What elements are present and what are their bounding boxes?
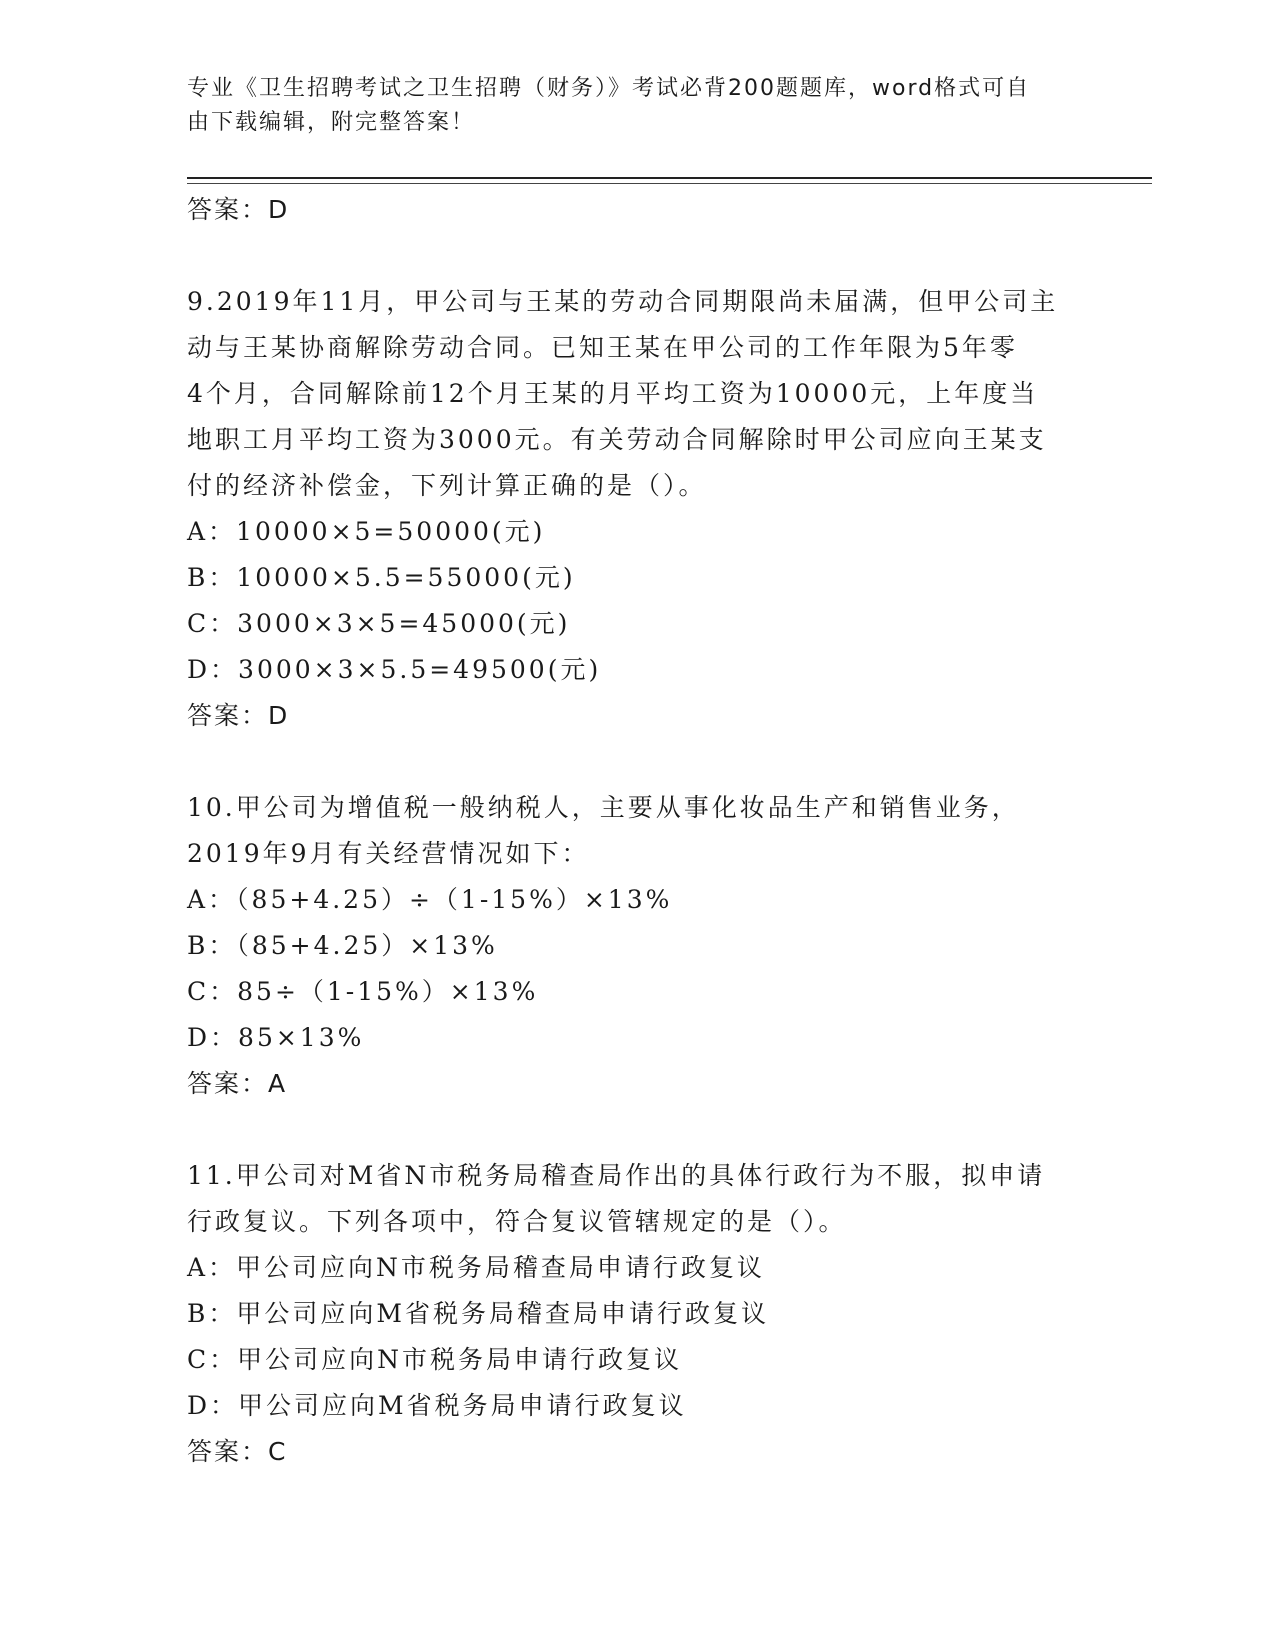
question-content — [187, 187, 1087, 1475]
question-text-line: 9.2019年11月，甲公司与王某的劳动合同期限尚未届满，但甲公司主 — [187, 287, 1059, 316]
spacer — [187, 739, 1087, 785]
option-c: C：3000×3×5=45000(元) — [187, 609, 571, 638]
document-header — [187, 72, 1067, 140]
header-rule-thick — [187, 177, 1152, 179]
option-b: B：甲公司应向M省税务局稽查局申请行政复议 — [187, 1299, 769, 1328]
spacer — [187, 233, 1087, 279]
option-d: D：3000×3×5.5=49500(元) — [187, 655, 602, 684]
question-text-line: 行政复议。下列各项中，符合复议管辖规定的是（）。 — [187, 1207, 847, 1236]
option-a: A：（85+4.25）÷（1-15%）×13% — [187, 885, 673, 914]
option-d: D：甲公司应向M省税务局申请行政复议 — [187, 1391, 687, 1420]
question-text-line: 付的经济补偿金，下列计算正确的是（）。 — [187, 471, 707, 500]
question-9 — [187, 279, 1087, 739]
question-10 — [187, 785, 1087, 1107]
spacer — [187, 1107, 1087, 1153]
option-c: C：85÷（1-15%）×13% — [187, 977, 539, 1006]
question-text-line: 2019年9月有关经营情况如下： — [187, 839, 590, 868]
header-rule-thin — [187, 183, 1152, 184]
answer-q10: 答案：A — [187, 1069, 288, 1098]
header-line-2: 由下载编辑，附完整答案！ — [187, 110, 476, 135]
question-text-line: 地职工月平均工资为3000元。有关劳动合同解除时甲公司应向王某支 — [187, 425, 1047, 454]
option-b: B：10000×5.5=55000(元) — [187, 563, 576, 592]
option-a: A：甲公司应向N市税务局稽查局申请行政复议 — [187, 1253, 765, 1282]
answer-previous: 答案：D — [187, 195, 290, 224]
option-a: A：10000×5=50000(元) — [187, 517, 546, 546]
header-line-1: 专业《卫生招聘考试之卫生招聘（财务）》考试必背200题题库，word格式可自 — [187, 76, 1031, 101]
question-text-line: 11.甲公司对M省N市税务局稽查局作出的具体行政行为不服，拟申请 — [187, 1161, 1046, 1190]
question-text-line: 4个月，合同解除前12个月王某的月平均工资为10000元，上年度当 — [187, 379, 1039, 408]
option-c: C：甲公司应向N市税务局申请行政复议 — [187, 1345, 683, 1374]
question-text-line: 10.甲公司为增值税一般纳税人，主要从事化妆品生产和销售业务， — [187, 793, 1020, 822]
option-d: D：85×13% — [187, 1023, 365, 1052]
answer-q9: 答案：D — [187, 701, 290, 730]
question-11 — [187, 1153, 1087, 1475]
question-text-line: 动与王某协商解除劳动合同。已知王某在甲公司的工作年限为5年零 — [187, 333, 1018, 362]
answer-q11: 答案：C — [187, 1437, 288, 1466]
option-b: B：（85+4.25）×13% — [187, 931, 498, 960]
